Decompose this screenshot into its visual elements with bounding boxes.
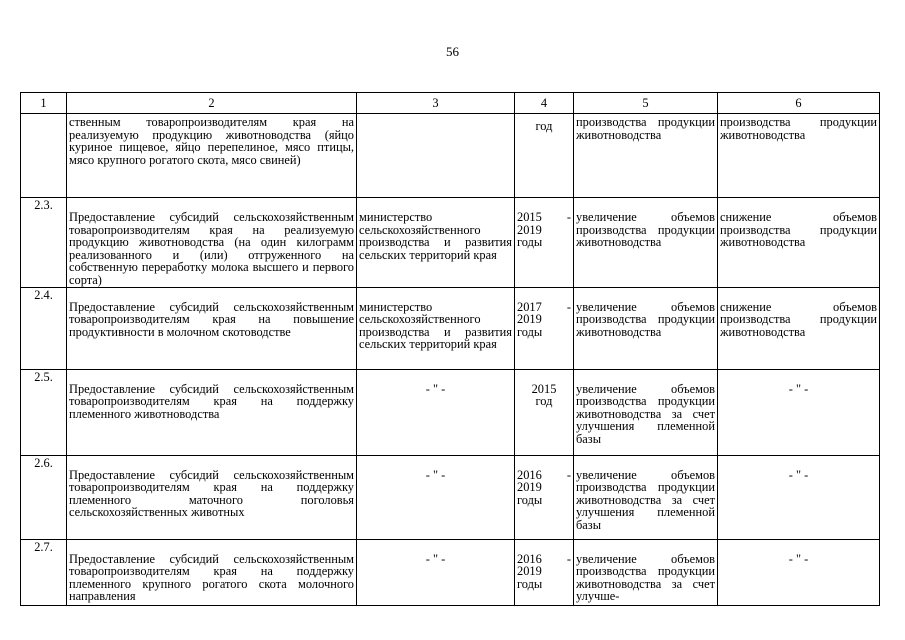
executor-cell bbox=[357, 114, 515, 198]
table-row bbox=[21, 539, 880, 605]
table-row bbox=[21, 114, 880, 198]
executor-cell: министерство сельскохозяйственного производства и развития сельских территорий края bbox=[357, 198, 515, 288]
period-cell bbox=[515, 369, 574, 455]
period-cell bbox=[515, 287, 574, 369]
period-start: 2017 bbox=[517, 299, 542, 314]
measure-cell: Предоставление субсидий сельскохозяйственным товаропроизводителям края на поддержку племенного маточного поголовья сельскохозяйственных животных bbox=[67, 455, 357, 539]
table-row bbox=[21, 198, 880, 288]
period-start: 2015 bbox=[531, 381, 557, 396]
period-end: 2019 bbox=[517, 480, 542, 495]
executor-cell: министерство сельскохозяйственного производства и развития сельских территорий края bbox=[357, 287, 515, 369]
row-number: 2.4. bbox=[21, 287, 67, 369]
row-number: 2.7. bbox=[21, 539, 67, 605]
result-cell: увеличение объемов производства продукции животноводства за счет улучшения племенной базы bbox=[574, 455, 718, 539]
header-col-1: 1 bbox=[21, 93, 67, 114]
period-start: 2016 bbox=[517, 467, 542, 482]
row-number: 2.6. bbox=[21, 455, 67, 539]
row-number: 2.5. bbox=[21, 369, 67, 455]
header-col-4: 4 bbox=[515, 93, 574, 114]
executor-cell: - " - bbox=[357, 455, 515, 539]
measure-cell: ственным товаропроизводителям края на реализуемую продукцию животноводства (яйцо куриное пищевое, яйцо перепелиное, мясо птицы, мясо крупного рогатого скота, мясо свиней) bbox=[67, 114, 357, 198]
period-cell bbox=[515, 455, 574, 539]
executor-cell: - " - bbox=[357, 539, 515, 605]
period-unit: годы bbox=[517, 576, 543, 591]
header-col-3: 3 bbox=[357, 93, 515, 114]
measure-cell: Предоставление субсидий сельскохозяйственным товаропроизводителям края на повышение продуктивности в молочном скотоводстве bbox=[67, 287, 357, 369]
period-unit: годы bbox=[517, 492, 543, 507]
period-cell bbox=[515, 198, 574, 288]
measure-cell: Предоставление субсидий сельскохозяйственным товаропроизводителям края на реализуемую продукцию животноводства (на один килограмм реализованного и (или) отгруженного на собственную переработку молока высшего и первого сорта) bbox=[67, 198, 357, 288]
period-start: 2016 bbox=[517, 551, 542, 566]
measure-cell: Предоставление субсидий сельскохозяйственным товаропроизводителям края на поддержку племенного животноводства bbox=[67, 369, 357, 455]
consequence-cell: производства продукции животноводства bbox=[718, 114, 880, 198]
period-end: 2019 bbox=[517, 564, 542, 579]
period-unit: годы bbox=[517, 324, 543, 339]
page-number: 56 bbox=[446, 44, 459, 59]
table-header-row bbox=[21, 93, 880, 114]
result-cell: увеличение объемов производства продукции животноводства за счет улучше- bbox=[574, 539, 718, 605]
table-row bbox=[21, 455, 880, 539]
table-row bbox=[21, 287, 880, 369]
result-cell: увеличение объемов производства продукции животноводства за счет улучшения племенной базы bbox=[574, 369, 718, 455]
measures-table bbox=[20, 92, 880, 606]
period-dash: - bbox=[566, 299, 571, 314]
period-cell bbox=[515, 114, 574, 198]
result-cell: увеличение объемов производства продукции животноводства bbox=[574, 287, 718, 369]
period-start: 2015 bbox=[517, 210, 542, 224]
executor-cell: - " - bbox=[357, 369, 515, 455]
period-unit: годы bbox=[517, 235, 543, 250]
consequence-cell: - " - bbox=[718, 369, 880, 455]
period-dash: - bbox=[566, 210, 571, 224]
measure-cell: Предоставление субсидий сельскохозяйственным товаропроизводителям края на поддержку племенного крупного рогатого скота молочного направления bbox=[67, 539, 357, 605]
period-end: 2019 bbox=[517, 222, 542, 237]
row-number bbox=[21, 114, 67, 198]
row-number: 2.3. bbox=[21, 198, 67, 288]
consequence-cell: - " - bbox=[718, 455, 880, 539]
period-end: год bbox=[535, 394, 553, 409]
period-dash: - bbox=[566, 467, 571, 482]
result-cell: производства продукции животноводства bbox=[574, 114, 718, 198]
consequence-cell: снижение объемов производства продукции животноводства bbox=[718, 198, 880, 288]
header-col-5: 5 bbox=[574, 93, 718, 114]
header-col-2: 2 bbox=[67, 93, 357, 114]
period-line: год bbox=[535, 119, 553, 133]
result-cell: увеличение объемов производства продукции животноводства bbox=[574, 198, 718, 288]
consequence-cell: снижение объемов производства продукции животноводства bbox=[718, 287, 880, 369]
period-cell bbox=[515, 539, 574, 605]
period-end: 2019 bbox=[517, 312, 542, 327]
consequence-cell: - " - bbox=[718, 539, 880, 605]
period-dash: - bbox=[566, 551, 571, 566]
table-row bbox=[21, 369, 880, 455]
header-col-6: 6 bbox=[718, 93, 880, 114]
period-line bbox=[517, 211, 571, 224]
